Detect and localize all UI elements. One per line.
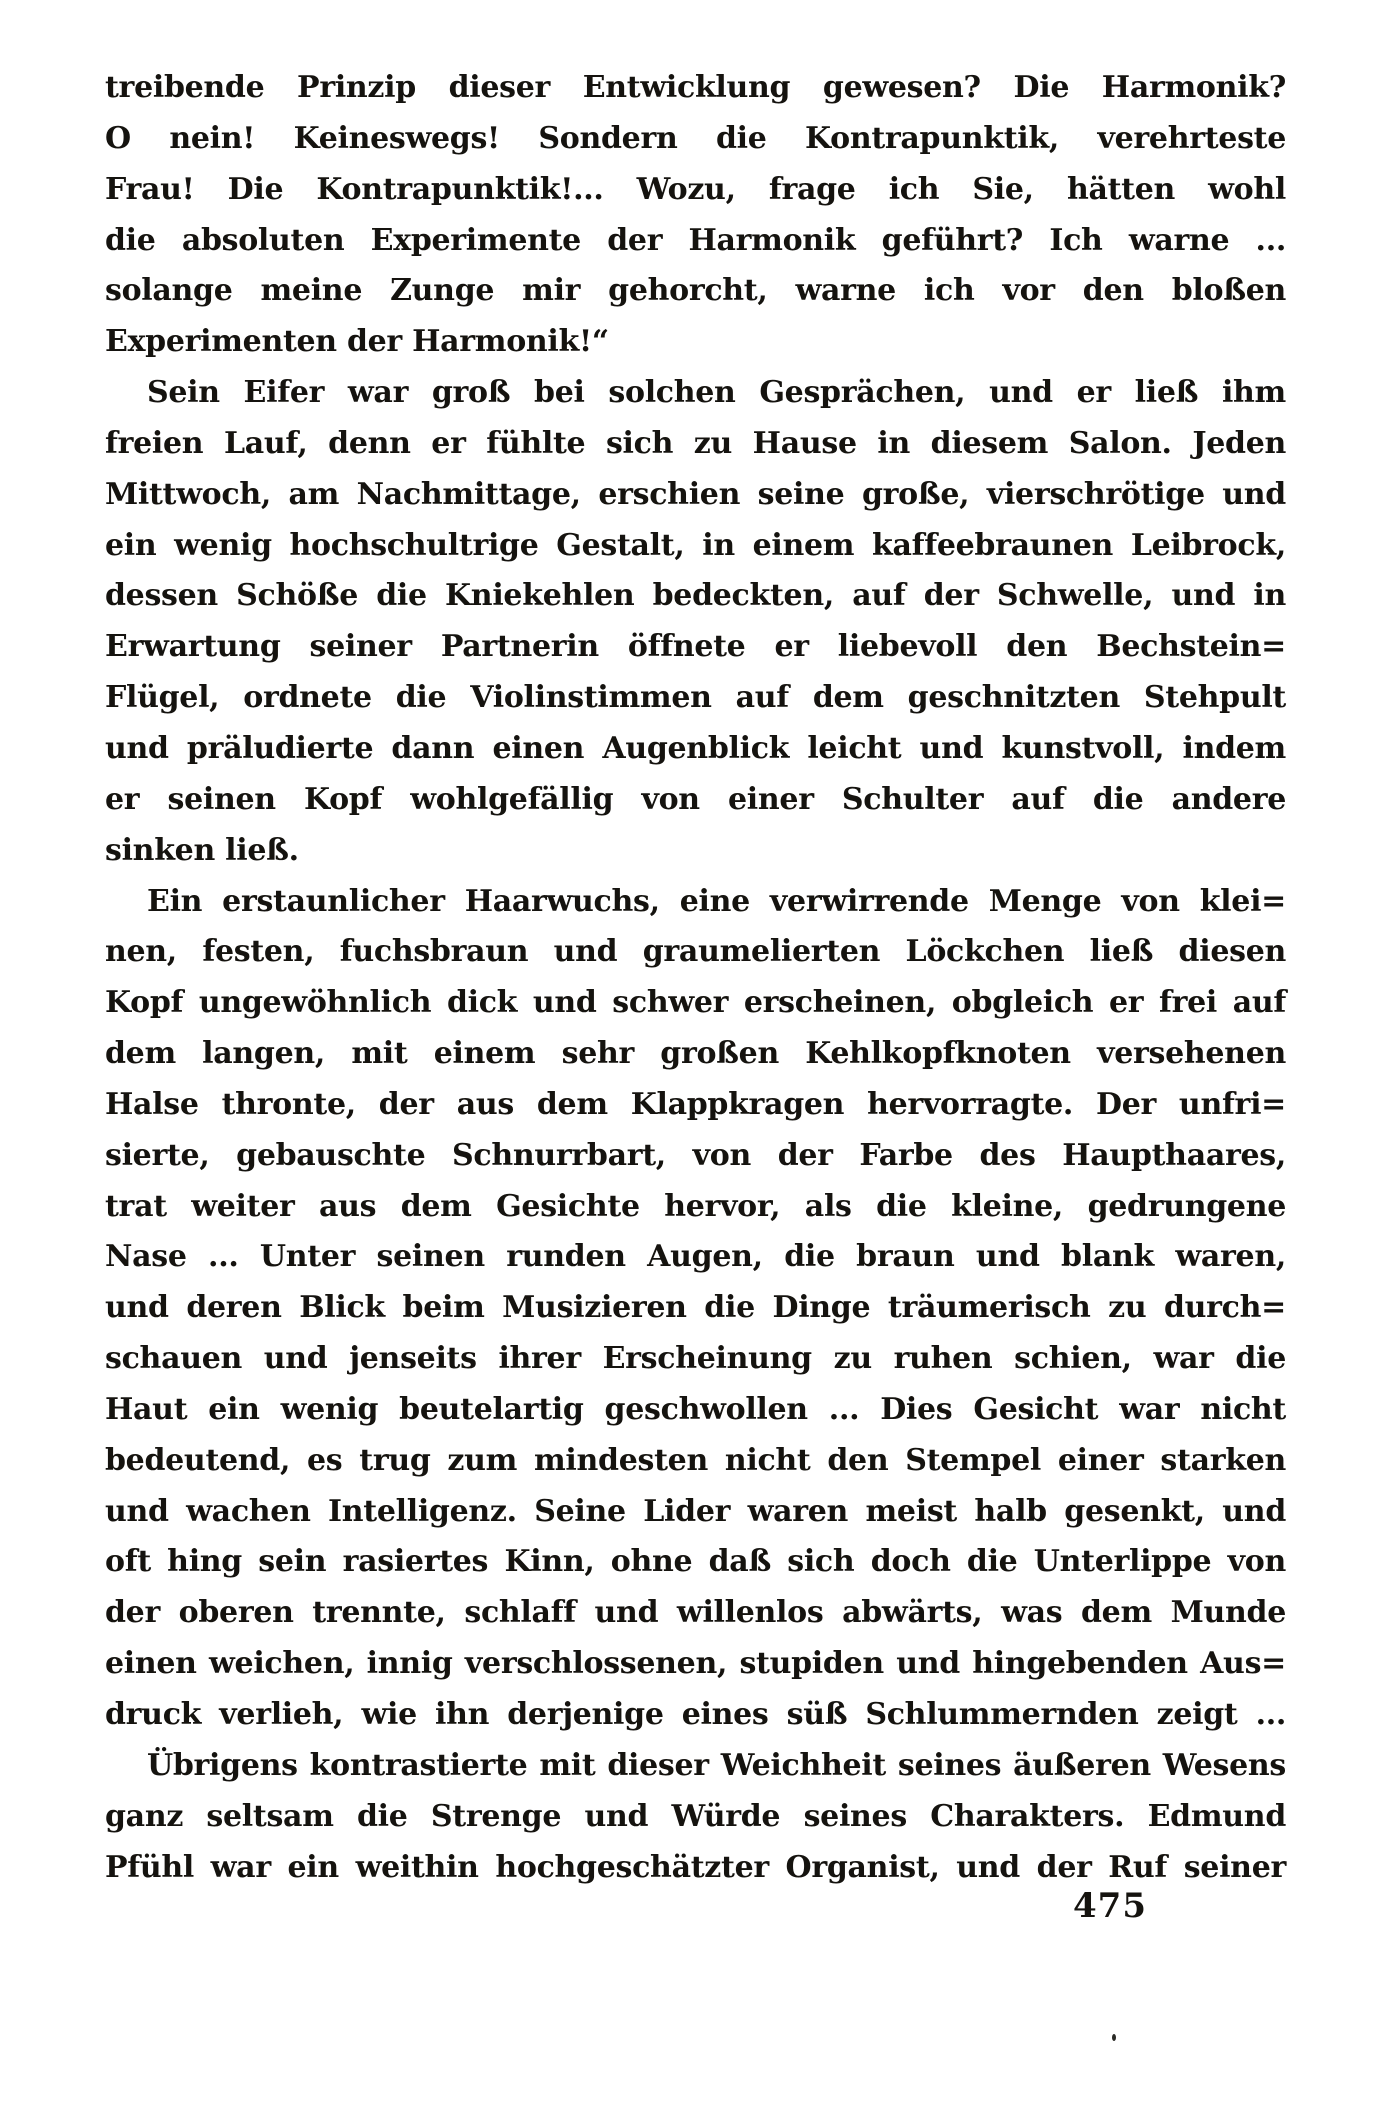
text-line: Flügel, ordnete die Violinstimmen auf dem geschnitzten Stehpult <box>105 680 1286 716</box>
text-line: Nase ... Unter seinen runden Augen, die braun und blank waren, <box>105 1239 1286 1275</box>
text-line: Halse thronte, der aus dem Klappkragen hervorragte. Der unfri= <box>105 1086 1286 1122</box>
text-line: dessen Schöße die Kniekehlen bedeckten, auf der Schwelle, und in <box>105 578 1286 614</box>
text-line: Mittwoch, am Nachmittage, erschien seine große, vierschrötige und <box>105 476 1286 512</box>
text-line: solange meine Zunge mir gehorcht, warne ich vor den bloßen <box>105 273 1286 309</box>
text-line: der oberen trennte, schlaff und willenlos abwärts, was dem Munde <box>105 1595 1286 1631</box>
text-line: ganz seltsam die Strenge und Würde seines Charakters. Edmund <box>105 1798 1286 1834</box>
text-line: Ein erstaunlicher Haarwuchs, eine verwirrende Menge von klei= <box>147 883 1286 919</box>
text-line: er seinen Kopf wohlgefällig von einer Schulter auf die andere <box>105 781 1286 817</box>
text-line: Experimenten der Harmonik!“ <box>105 324 609 360</box>
text-line: Frau! Die Kontrapunktik!... Wozu, frage ich Sie, hätten wohl <box>105 171 1286 207</box>
text-line: Pfühl war ein weithin hochgeschätzter Organist, und der Ruf seiner <box>105 1849 1286 1885</box>
text-line: ein wenig hochschultrige Gestalt, in einem kaffeebraunen Leibrock, <box>105 527 1286 563</box>
text-line: einen weichen, innig verschlossenen, stupiden und hingebenden Aus= <box>105 1646 1286 1682</box>
text-line: druck verlieh, wie ihn derjenige eines süß Schlummernden zeigt ... <box>105 1697 1286 1732</box>
text-line: Erwartung seiner Partnerin öffnete er liebevoll den Bechstein= <box>105 629 1286 665</box>
text-line: schauen und jenseits ihrer Erscheinung zu ruhen schien, war die <box>105 1341 1286 1377</box>
text-line: die absoluten Experimente der Harmonik geführt? Ich warne ... <box>105 222 1286 258</box>
text-line: trat weiter aus dem Gesichte hervor, als die kleine, gedrungene <box>105 1188 1286 1224</box>
text-line: und deren Blick beim Musizieren die Dinge träumerisch zu durch= <box>105 1290 1286 1326</box>
text-line: oft hing sein rasiertes Kinn, ohne daß sich doch die Unterlippe von <box>105 1544 1286 1580</box>
text-line: treibende Prinzip dieser Entwicklung gewesen? Die Harmonik? <box>105 70 1286 105</box>
page-number: 475 <box>1073 1886 1147 1926</box>
text-line: dem langen, mit einem sehr großen Kehlkopfknoten versehenen <box>105 1036 1286 1072</box>
scan-speck <box>1112 2034 1116 2041</box>
text-line: und wachen Intelligenz. Seine Lider waren meist halb gesenkt, und <box>105 1493 1286 1529</box>
text-line: sinken ließ. <box>105 832 299 868</box>
text-line: sierte, gebauschte Schnurrbart, von der Farbe des Haupthaares, <box>105 1137 1286 1173</box>
text-line: freien Lauf, denn er fühlte sich zu Hause in diesem Salon. Jeden <box>105 425 1286 461</box>
text-line: bedeutend, es trug zum mindesten nicht den Stempel einer starken <box>105 1442 1286 1478</box>
text-line: nen, festen, fuchsbraun und graumelierten Löckchen ließ diesen <box>105 934 1286 970</box>
text-line: und präludierte dann einen Augenblick leicht und kunstvoll, indem <box>105 730 1286 766</box>
text-line: Kopf ungewöhnlich dick und schwer erscheinen, obgleich er frei auf <box>105 985 1286 1021</box>
text-line: O nein! Keineswegs! Sondern die Kontrapunktik, verehrteste <box>105 120 1286 156</box>
text-line: Übrigens kontrastierte mit dieser Weichheit seines äußeren Wesens <box>147 1747 1286 1783</box>
text-line: Sein Eifer war groß bei solchen Gesprächen, und er ließ ihm <box>147 375 1286 411</box>
text-line: Haut ein wenig beutelartig geschwollen ... Dies Gesicht war nicht <box>105 1391 1286 1427</box>
body-text <box>105 63 1286 1893</box>
